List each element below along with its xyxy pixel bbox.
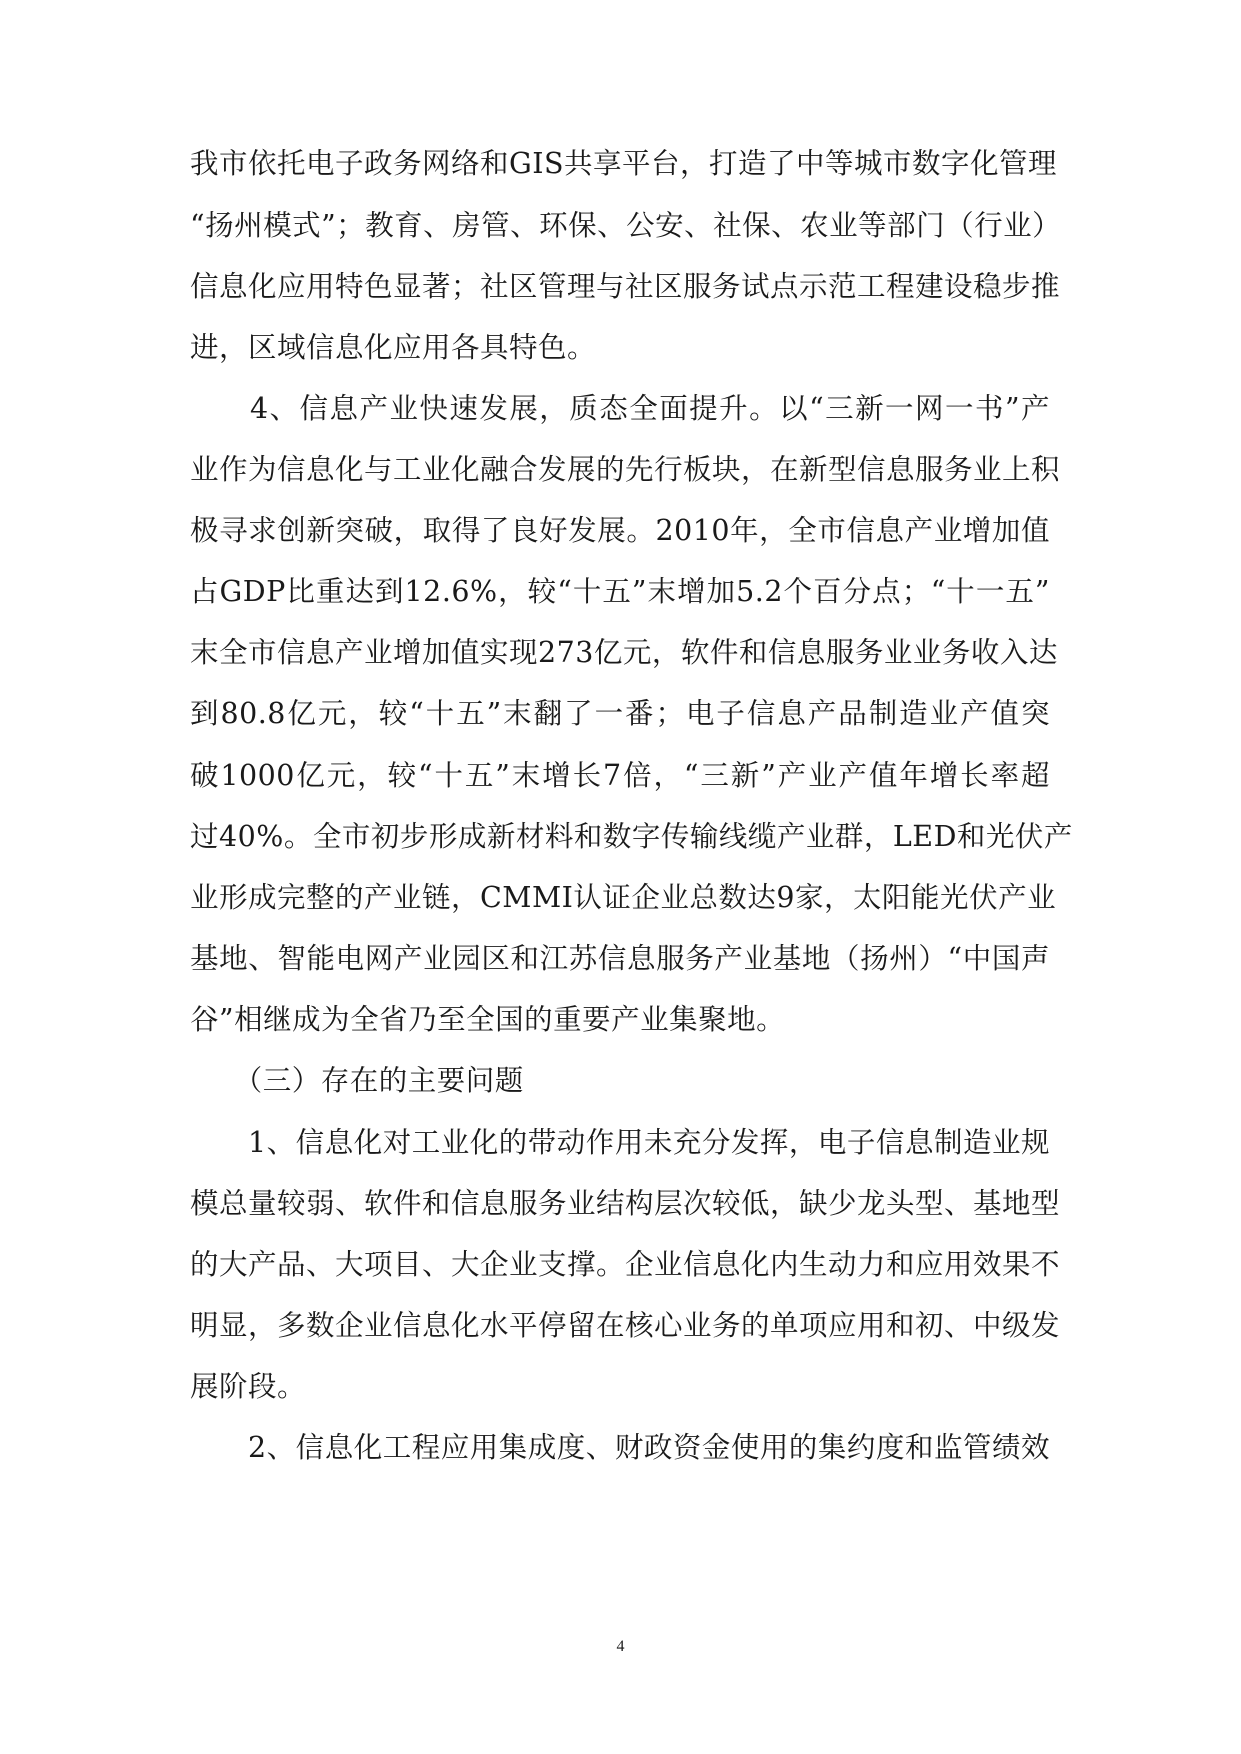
paragraph-line: 的大产品、大项目、大企业支撑。企业信息化内生动力和应用效果不 — [190, 1248, 1061, 1281]
paragraph-line: 展阶段。 — [190, 1370, 307, 1403]
paragraph-line: 4、信息产业快速发展，质态全面提升。以“三新一网一书”产 — [190, 392, 1050, 425]
paragraph-line: 破1000亿元，较“十五”末增长7倍，“三新”产业产值年增长率超 — [190, 759, 1050, 792]
paragraph-line: 占GDP比重达到12.6%，较“十五”末增加5.2个百分点；“十一五” — [190, 575, 1050, 608]
paragraph-line: 1、信息化对工业化的带动作用未充分发挥，电子信息制造业规 — [190, 1126, 1050, 1159]
paragraph-line: 明显，多数企业信息化水平停留在核心业务的单项应用和初、中级发 — [190, 1309, 1061, 1342]
paragraph-line: 极寻求创新突破，取得了良好发展。2010年，全市信息产业增加值 — [190, 514, 1050, 547]
paragraph-line: 2、信息化工程应用集成度、财政资金使用的集约度和监管绩效 — [190, 1431, 1050, 1464]
paragraph-line: 到80.8亿元，较“十五”末翻了一番；电子信息产品制造业产值突 — [190, 697, 1050, 730]
paragraph-line: 过40%。全市初步形成新材料和数字传输线缆产业群，LED和光伏产 — [190, 820, 1073, 853]
paragraph-line: 业形成完整的产业链，CMMI认证企业总数达9家，太阳能光伏产业 — [190, 881, 1057, 914]
section-heading: （三）存在的主要问题 — [190, 1064, 524, 1097]
paragraph-line: 谷”相继成为全省乃至全国的重要产业集聚地。 — [190, 1003, 786, 1036]
paragraph-line: 模总量较弱、软件和信息服务业结构层次较低，缺少龙头型、基地型 — [190, 1187, 1061, 1220]
page-number: 4 — [616, 1638, 625, 1655]
paragraph-line: 我市依托电子政务网络和GIS共享平台，打造了中等城市数字化管理 — [190, 147, 1058, 180]
paragraph-line: 业作为信息化与工业化融合发展的先行板块，在新型信息服务业上积 — [190, 453, 1061, 486]
paragraph-line: “扬州模式”；教育、房管、环保、公安、社保、农业等部门（行业） — [190, 209, 1062, 242]
paragraph-line: 基地、智能电网产业园区和江苏信息服务产业基地（扬州）“中国声 — [190, 942, 1050, 975]
paragraph-line: 进，区域信息化应用各具特色。 — [190, 331, 597, 364]
paragraph-line: 信息化应用特色显著；社区管理与社区服务试点示范工程建设稳步推 — [190, 270, 1061, 303]
paragraph-line: 末全市信息产业增加值实现273亿元，软件和信息服务业业务收入达 — [190, 636, 1058, 669]
